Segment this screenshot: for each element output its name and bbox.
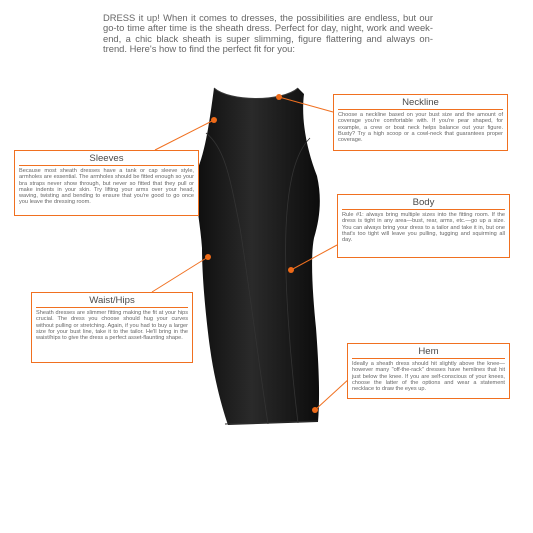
neckline-title: Neckline: [338, 97, 503, 110]
hem-callout: [347, 343, 510, 399]
hem-title: Hem: [352, 346, 505, 359]
neckline-marker: [276, 94, 282, 100]
black-sheath-dress-image: [170, 78, 345, 428]
intro-paragraph: DRESS it up! When it comes to dresses, the possibilities are endless, but our go-to time after time is the sheath dress. Perfect for day, night, work and week-end, a chic black sheath is super slimming, figure flattering and always on-trend. Here's how to find the perfect fit for you:: [103, 12, 433, 55]
hem-marker: [312, 407, 318, 413]
waist-hips-marker: [205, 254, 211, 260]
waist-hips-text: Sheath dresses are slimmer fitting making the fit at your hips crucial. The dress you choose should hug your curves without pulling or stretching. Again, if you had to buy a larger size for your bust line, take it to the tailor. He'll bring in the waist/hips to give the dress a perfect asset-flaunting shape.: [36, 310, 188, 342]
sleeves-callout: [14, 150, 199, 216]
neckline-callout: [333, 94, 508, 151]
sleeves-text: Because most sheath dresses have a tank or cap sleeve style, armholes are essential. The armholes should be fitted enough so your bra straps never show through, but never so fitted that they pull or make indents in your skin. Try lifting your arms over your head, waving, twisting and bending to ensure that you're good to go once you leave the dressing room.: [19, 168, 194, 206]
body-text: Rule #1: always bring multiple sizes into the fitting room. If the dress is tight in any area—bust, rear, arms, etc.—go up a size. You can always bring your dress to a tailor and take it in, but one that's too tight will leave you pulling, tugging and squirming all day.: [342, 212, 505, 244]
body-title: Body: [342, 197, 505, 210]
body-callout: [337, 194, 510, 258]
body-marker: [288, 267, 294, 273]
sleeves-marker: [211, 117, 217, 123]
waist-hips-callout: [31, 292, 193, 363]
sleeves-title: Sleeves: [19, 153, 194, 166]
waist-hips-title: Waist/Hips: [36, 295, 188, 308]
neckline-text: Choose a neckline based on your bust size and the amount of coverage you're comfortable with. If you're pear shaped, for example, a crew or boat neck helps balance out your figure. Busty? Try a high scoop or a cowl-neck that guarantees proper coverage.: [338, 112, 503, 144]
hem-text: Ideally a sheath dress should hit slightly above the knee—however many "off-the-rack" dresses have hemlines that hit just below the knee. If you are self-conscious of your knees, choose the latter of the options and wear a statement necklace to draw the eyes up.: [352, 361, 505, 393]
